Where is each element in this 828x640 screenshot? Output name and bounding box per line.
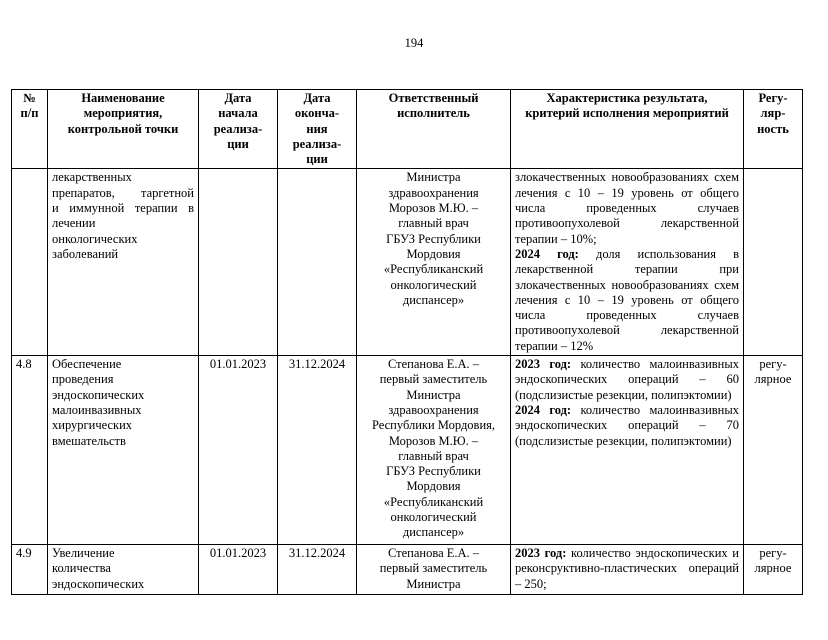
cell-end-date: 31.12.2024	[278, 545, 357, 595]
cell-result: злокачественных новообразованиях схем лечения с 10 – 19 уровень от общего числа проведенных случаев противоопухолевой лекарственной терапии – 10%; 2024 год: доля использования в лекарственной терапии при злокачественных новообразованиях схем лечения с 10 – 19 уровень от общего числа проведенных случаев противоопухолевой лекарственной терапии – 12%	[511, 169, 744, 356]
header-result: Характеристика результата, критерий исполнения мероприятий	[511, 90, 744, 169]
cell-regularity	[744, 169, 803, 356]
cell-num	[12, 169, 48, 356]
cell-responsible: Степанова Е.А. – первый заместитель Министра здравоохранения Республики Мордовия, Морозов М.Ю. – главный врач ГБУЗ Республики Мордовия «Республиканский онкологический диспансер»	[357, 356, 511, 545]
header-name: Наименование мероприятия, контрольной точки	[48, 90, 199, 169]
header-regularity: Регу- ляр- ность	[744, 90, 803, 169]
header-row	[12, 90, 803, 169]
cell-name: Увеличение количества эндоскопических	[48, 545, 199, 595]
cell-name: лекарственных препаратов, таргетной и иммунной терапии в лечении онкологических заболеваний	[48, 169, 199, 356]
table-row	[12, 545, 803, 595]
cell-end-date: 31.12.2024	[278, 356, 357, 545]
cell-start-date	[199, 169, 278, 356]
header-num: № п/п	[12, 90, 48, 169]
page-number: 194	[404, 36, 424, 50]
cell-responsible: Министра здравоохранения Морозов М.Ю. – главный врач ГБУЗ Республики Мордовия «Республиканский онкологический диспансер»	[357, 169, 511, 356]
cell-result: 2023 год: количество эндоскопических и реконсруктивно-пластических операций – 250;	[511, 545, 744, 595]
cell-regularity: регу- лярное	[744, 356, 803, 545]
header-responsible: Ответственный исполнитель	[357, 90, 511, 169]
cell-num: 4.9	[12, 545, 48, 595]
cell-end-date	[278, 169, 357, 356]
header-start-date: Дата начала реализа- ции	[199, 90, 278, 169]
cell-result: 2023 год: количество малоинвазивных эндоскопических операций – 60 (подслизистые резекции, полипэктомии) 2024 год: количество малоинвазивных эндоскопических операций – 70 (подслизистые резекции, полипэктомии)	[511, 356, 744, 545]
events-table	[11, 89, 803, 595]
table-row	[12, 169, 803, 356]
cell-responsible: Степанова Е.А. – первый заместитель Министра	[357, 545, 511, 595]
cell-regularity: регу- лярное	[744, 545, 803, 595]
cell-num: 4.8	[12, 356, 48, 545]
cell-start-date: 01.01.2023	[199, 545, 278, 595]
table-row	[12, 356, 803, 545]
cell-name: Обеспечение проведения эндоскопических малоинвазивных хирургических вмешательств	[48, 356, 199, 545]
header-end-date: Дата оконча- ния реализа- ции	[278, 90, 357, 169]
cell-start-date: 01.01.2023	[199, 356, 278, 545]
